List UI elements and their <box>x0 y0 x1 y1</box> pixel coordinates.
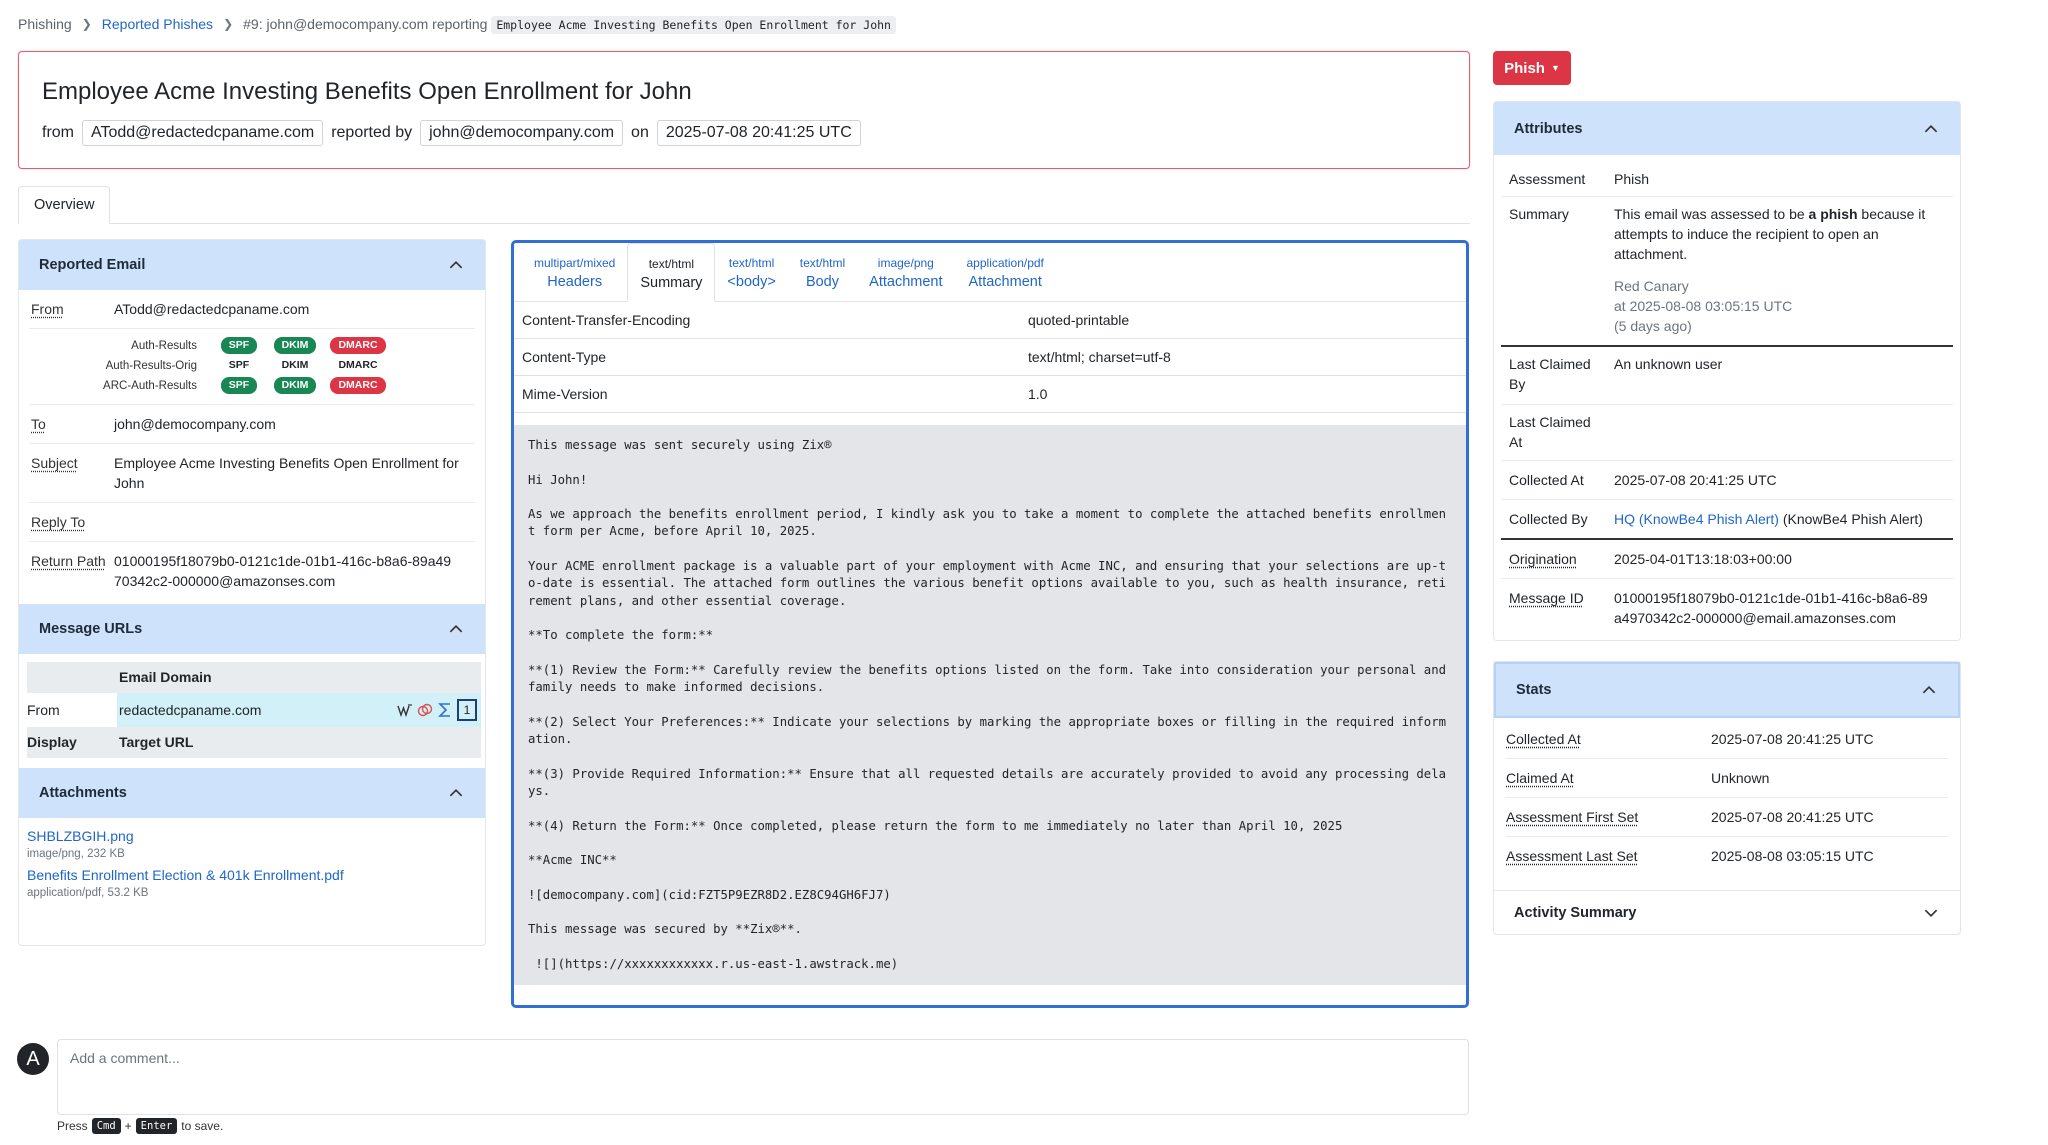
message-id-value: 01000195f18079b0-0121c1de-01b1-416c-b8a6-89a4970342c2-000000@email.amazonses.com <box>1614 590 1928 626</box>
comment-input[interactable]: Add a comment... <box>57 1039 1469 1115</box>
dmarc-badge: DMARC <box>330 377 385 394</box>
reply-to-field-label: Reply To <box>31 514 86 530</box>
tab-label: Summary <box>640 275 703 291</box>
tab-bar <box>18 186 1470 224</box>
tab-label: Body <box>805 274 839 290</box>
tab-type: image/png <box>877 256 934 270</box>
last-claimed-at-row <box>1501 405 1953 460</box>
stats-panel <box>1493 661 1961 935</box>
subject-value: Employee Acme Investing Benefits Open Enrollment for John <box>114 455 459 491</box>
summary-text-bold: a phish <box>1808 206 1858 222</box>
tab-type: text/html <box>728 256 775 270</box>
enter-key: Enter <box>136 1118 178 1134</box>
stats-value: 2025-07-08 20:41:25 UTC <box>1711 731 1874 747</box>
stats-row <box>1506 798 1948 836</box>
assessed-ago: (5 days ago) <box>1614 318 1692 334</box>
chevron-up-icon[interactable] <box>1922 120 1940 138</box>
collected-by-link[interactable]: HQ (KnowBe4 Phish Alert) <box>1614 511 1779 527</box>
collected-by-suffix: (KnowBe4 Phish Alert) <box>1782 511 1923 527</box>
assessment-row <box>1501 162 1953 196</box>
url-from-label: From <box>27 702 60 718</box>
summary-text-pre: This email was assessed to be <box>1614 206 1809 222</box>
tab-body[interactable] <box>788 243 857 301</box>
last-claimed-by-label: Last Claimed By <box>1509 356 1591 392</box>
reported-email-header[interactable] <box>19 240 485 290</box>
message-urls-body <box>19 654 485 766</box>
origination-label: Origination <box>1509 551 1577 567</box>
message-body: This message was sent securely using Zix® Hi John! As we approach the benefits enrollment period, I kindly ask you to take a moment to complete the attached benefits enrollment form per Acme, before April 10, 2025. Your ACME enrollment package is a valuable part of your employment with Acme INC, and ensuring that your selections are up-to-date is essential. The attached form outlines the various benefit options available to you, such as health insurance, retirement plans, and other essential coverage. **To complete the form:** **(1) Review the Form:** Carefully review the benefits options listed on the form. Take into consideration your personal and family needs to make informed decisions. **(2) Select Your Preferences:** Indicate your selections by marking the appropriate boxes or filling in the required information. **(3) Provide Required Information:** Ensure that all requested details are accurately provided to avoid any processing delays. **(4) Return the Form:** Once completed, please return the form to me immediately no later than April 10, 2025 **Acme INC** ![democompany.com](cid:FZT5P9EZR8D2.EZ8C94GH6FJ7) This message was secured by **Zix®**. ![](https://xxxxxxxxxxxx.r.us-east-1.awstrack.me) <box>514 425 1466 985</box>
stats-value: 2025-07-08 20:41:25 UTC <box>1711 809 1874 825</box>
caret-down-icon: ▼ <box>1550 63 1560 73</box>
cmd-key: Cmd <box>92 1118 121 1134</box>
display-column-header: Display <box>27 727 117 758</box>
stats-label: Assessment First Set <box>1506 809 1639 825</box>
attributes-body <box>1494 155 1960 637</box>
mime-header-row <box>514 302 1466 339</box>
assessment-label: Assessment <box>1509 171 1586 187</box>
message-part-tabs <box>514 243 1466 302</box>
stats-label: Collected At <box>1506 731 1581 747</box>
chevron-right-icon: ❯ <box>223 17 234 31</box>
activity-summary-title: Activity Summary <box>1514 905 1637 921</box>
from-label: from <box>42 124 74 141</box>
spf-badge: SPF <box>228 359 250 371</box>
mime-header-key: Content-Type <box>522 349 607 365</box>
collected-at-value: 2025-07-08 20:41:25 UTC <box>1614 472 1777 488</box>
chevron-up-icon[interactable] <box>447 784 465 802</box>
subject-field-label: Subject <box>31 455 78 471</box>
attributes-title: Attributes <box>1514 120 1583 137</box>
reported-by-chip[interactable]: john@democompany.com <box>420 120 623 146</box>
breadcrumb <box>18 16 896 32</box>
reply-to-row <box>29 503 475 541</box>
collected-at-label: Collected At <box>1509 472 1584 488</box>
breadcrumb-reported-phishes[interactable]: Reported Phishes <box>101 16 214 32</box>
url-from-domain[interactable]: redactedcpaname.com <box>119 702 262 718</box>
mime-header-value: text/html; charset=utf-8 <box>1028 349 1171 365</box>
tab-attachment-png[interactable] <box>857 243 954 301</box>
mime-header-row <box>514 376 1466 413</box>
dmarc-badge: DMARC <box>330 337 385 354</box>
breadcrumb-item-prefix: #9: john@democompany.com reporting <box>243 16 488 32</box>
tab-type: multipart/mixed <box>534 256 616 270</box>
hint-press: Press <box>57 1119 88 1133</box>
email-domain-column-header: Email Domain <box>117 662 481 693</box>
summary-text-post: because it attempts to induce the recipient to open an attachment. <box>1614 206 1926 262</box>
url-count-badge[interactable]: 1 <box>457 699 477 721</box>
message-id-label: Message ID <box>1509 590 1584 606</box>
assessed-at: at 2025-08-08 03:05:15 UTC <box>1614 298 1793 314</box>
return-path-value: 01000195f18079b0-0121c1de-01b1-416c-b8a6-89a4970342c2-000000@amazonses.com <box>114 553 452 589</box>
stats-title: Stats <box>1516 682 1552 698</box>
tab-type: text/html <box>648 257 695 271</box>
return-path-row <box>29 542 475 601</box>
on-label: on <box>631 124 649 141</box>
collected-by-row <box>1501 500 1953 538</box>
stats-label: Assessment Last Set <box>1506 848 1638 864</box>
comment-hint <box>57 1118 223 1134</box>
breadcrumb-root[interactable]: Phishing <box>18 16 72 32</box>
email-header-card <box>18 51 1470 169</box>
tab-attachment-pdf[interactable] <box>955 243 1056 301</box>
chevron-right-icon: ❯ <box>81 17 92 31</box>
last-claimed-by-value: An unknown user <box>1614 356 1723 372</box>
breadcrumb-item-subject: Employee Acme Investing Benefits Open Enrollment for John <box>491 16 896 34</box>
stats-value: 2025-08-08 03:05:15 UTC <box>1711 848 1874 864</box>
assessor: Red Canary <box>1614 278 1689 294</box>
message-urls-title: Message URLs <box>39 621 143 637</box>
summary-label: Summary <box>1509 206 1569 222</box>
stats-row <box>1506 837 1948 875</box>
stats-row <box>1506 759 1948 797</box>
assessment-dropdown-button[interactable] <box>1493 51 1571 85</box>
target-url-column-header: Target URL <box>117 727 481 758</box>
auth-results-orig-label: Auth-Results-Orig <box>105 359 197 372</box>
mime-header-value: quoted-printable <box>1028 312 1130 328</box>
mime-header-key: Content-Transfer-Encoding <box>522 312 691 328</box>
tab-label: Attachment <box>968 274 1042 290</box>
attachment-meta: image/png, 232 KB <box>27 848 125 860</box>
message-urls-header[interactable] <box>19 604 485 654</box>
tab-type: application/pdf <box>966 256 1044 270</box>
from-row <box>29 290 475 328</box>
to-row <box>29 405 475 443</box>
attachment-link[interactable]: SHBLZBGIH.png <box>27 828 134 844</box>
stats-label: Claimed At <box>1506 770 1574 786</box>
list-item <box>27 828 477 861</box>
subject-row <box>29 444 475 502</box>
assessment-button-label: Phish <box>1504 59 1545 77</box>
virustotal-icon[interactable] <box>417 702 433 718</box>
url-from-domain-cell <box>117 693 481 727</box>
attachments-list <box>19 818 485 910</box>
dkim-badge: DKIM <box>274 337 317 354</box>
stats-row <box>1506 720 1948 758</box>
hint-plus: + <box>124 1119 132 1133</box>
dkim-badge: DKIM <box>281 359 309 371</box>
reported-email-title: Reported Email <box>39 257 146 273</box>
list-item <box>27 867 477 900</box>
attachment-meta: application/pdf, 53.2 KB <box>27 887 149 899</box>
attachments-title: Attachments <box>39 785 127 801</box>
tab-label: <body> <box>727 274 776 290</box>
chevron-down-icon[interactable] <box>1922 904 1940 922</box>
chevron-up-icon[interactable] <box>447 620 465 638</box>
attributes-header[interactable] <box>1494 102 1960 155</box>
reported-email-body <box>19 290 485 601</box>
tab-label: Attachment <box>869 274 943 290</box>
tab-type: text/html <box>799 256 846 270</box>
chevron-up-icon[interactable] <box>1920 681 1938 699</box>
email-meta <box>42 120 861 146</box>
attributes-panel <box>1493 101 1961 641</box>
mime-header-row <box>514 339 1466 376</box>
last-claimed-at-label: Last Claimed At <box>1509 414 1591 450</box>
avatar: A <box>17 1043 49 1075</box>
origination-value: 2025-04-01T13:18:03+00:00 <box>1614 551 1792 567</box>
to-value: john@democompany.com <box>114 416 276 432</box>
auth-results-label: Auth-Results <box>131 339 197 352</box>
last-claimed-by-row <box>1501 347 1953 404</box>
assessment-value: Phish <box>1614 171 1650 187</box>
chevron-up-icon[interactable] <box>447 256 465 274</box>
tab-headers[interactable] <box>522 243 627 301</box>
origination-row <box>1501 540 1953 578</box>
date-chip[interactable]: 2025-07-08 20:41:25 UTC <box>657 120 861 146</box>
activity-summary-header[interactable] <box>1494 890 1960 935</box>
attachment-link[interactable]: Benefits Enrollment Election & 401k Enrollment.pdf <box>27 867 344 883</box>
tab-label: Headers <box>547 274 603 290</box>
return-path-field-label: Return Path <box>31 553 106 569</box>
from-chip[interactable]: ATodd@redactedcpaname.com <box>82 120 323 146</box>
sigma-icon[interactable] <box>437 702 453 718</box>
auth-results <box>29 329 475 398</box>
collected-by-label: Collected By <box>1509 511 1588 527</box>
tab-body-tag[interactable] <box>715 243 787 301</box>
to-field-label: To <box>31 416 46 432</box>
from-field-label: From <box>31 301 64 317</box>
arc-auth-results-label: ARC-Auth-Results <box>103 379 197 392</box>
dkim-badge: DKIM <box>274 377 317 394</box>
hint-save: to save. <box>181 1119 224 1133</box>
breadcrumb-current <box>243 16 896 32</box>
mime-header-value: 1.0 <box>1028 386 1048 402</box>
tab-overview[interactable]: Overview <box>18 186 110 224</box>
stats-value: Unknown <box>1711 770 1770 786</box>
reported-by-label: reported by <box>331 124 413 141</box>
summary-row <box>1501 197 1953 345</box>
summary-value <box>1614 204 1934 336</box>
spf-badge: SPF <box>221 337 257 354</box>
tab-summary[interactable] <box>627 243 715 302</box>
mime-header-key: Mime-Version <box>522 386 608 402</box>
attachments-header[interactable] <box>19 768 485 818</box>
from-value: ATodd@redactedcpaname.com <box>114 301 310 317</box>
spf-badge: SPF <box>221 377 257 394</box>
message-id-row <box>1501 579 1953 637</box>
stats-header[interactable] <box>1494 662 1960 718</box>
message-viewer <box>511 240 1469 1008</box>
collected-at-row <box>1501 461 1953 499</box>
page-title: Employee Acme Investing Benefits Open Enrollment for John <box>42 78 692 105</box>
left-column <box>18 239 486 946</box>
dmarc-badge: DMARC <box>338 359 378 371</box>
stats-body <box>1494 718 1960 875</box>
wayback-icon[interactable] <box>397 702 413 718</box>
